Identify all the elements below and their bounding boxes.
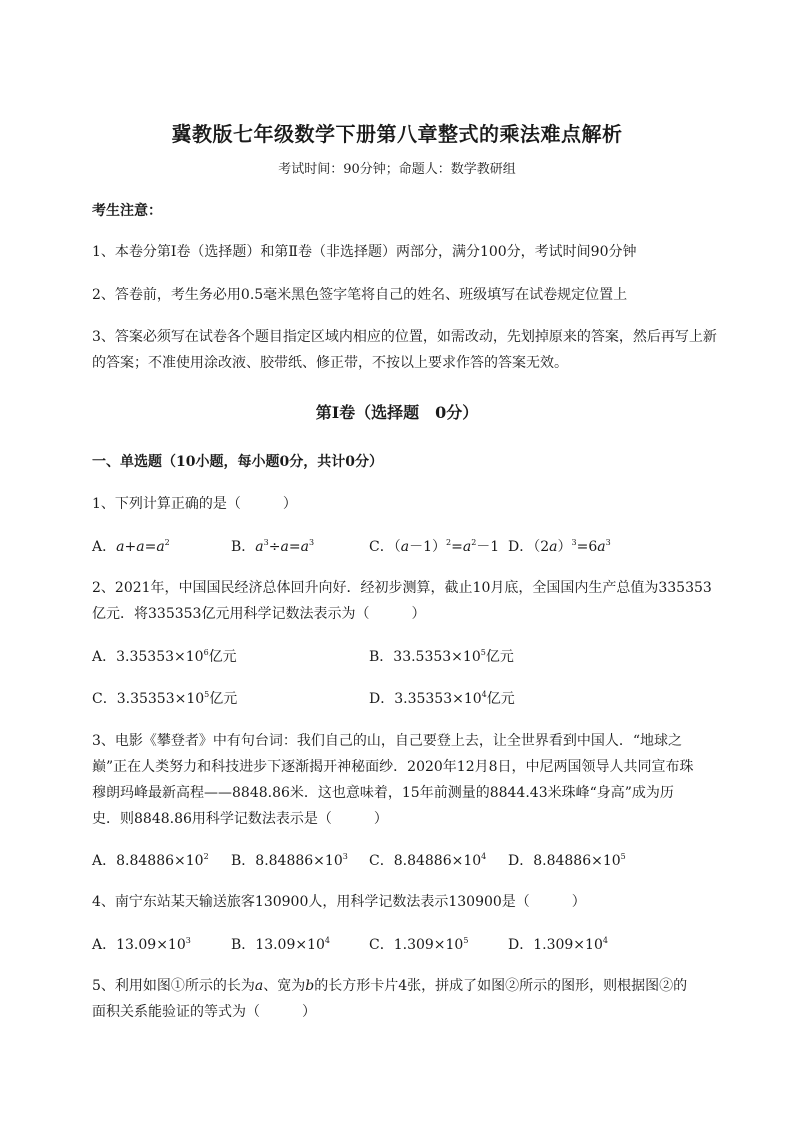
q4-option-b: B．$13.09\times 10^4$ [231, 936, 331, 953]
page-title: 冀教版七年级数学下册第八章整式的乘法难点解析 [171, 122, 623, 146]
q2-option-d: D．$3.35353\times 10^4$亿元 [369, 690, 515, 707]
q3-option-b: B．$8.84886\times 10^3$ [231, 852, 348, 869]
question-3-line-1: 3、电影《攀登者》中有句台词：我们自己的山，自己要登上去，让全世界看到中国人．“地球之 [92, 733, 683, 749]
question-4-stem: 4、南宁东站某天输送旅客130900人，用科学记数法表示130900是（ ） [92, 894, 586, 910]
q3-option-d: D．$8.84886\times 10^5$ [508, 852, 626, 869]
notice-item-1: 1、本卷分第Ⅰ卷（选择题）和第Ⅱ卷（非选择题）两部分，满分100分，考试时间90分钟 [92, 244, 637, 260]
notice-heading: 考生注意： [92, 203, 162, 219]
q4-option-d: D．$1.309\times 10^4$ [508, 936, 608, 953]
notice-item-3: 3、答案必须写在试卷各个题目指定区域内相应的位置，如需改动，先划掉原来的答案，然后再写上新 [92, 329, 717, 345]
exam-info: 考试时间：90分钟；命题人：数学教研组 [278, 162, 516, 177]
q2-option-b: B．$33.5353\times 10^5$亿元 [369, 648, 514, 665]
q1-option-b: B．$a^3\div a=a^3$ [231, 538, 315, 555]
q4-option-a: A．$13.09\times 10^3$ [92, 936, 191, 953]
question-1-stem: 1、下列计算正确的是（ ） [92, 496, 297, 512]
question-2-line-2: 亿元．将335353亿元用科学记数法表示为（ ） [92, 606, 426, 622]
question-5-line-2: 面积关系能验证的等式为（ ） [92, 1004, 316, 1020]
q1-option-d: D．$(2a)^3=6a^3$ [508, 538, 611, 555]
q3-option-a: A．$8.84886\times 10^2$ [92, 852, 209, 869]
question-3-line-2: 巅”正在人类努力和科技进步下逐渐揭开神秘面纱．2020年12月8日，中尼两国领导人共同宣布珠 [92, 759, 694, 775]
section-heading: 一、单选题（10小题，每小题0分，共计0分） [92, 454, 383, 470]
q3-option-c: C．$8.84886\times 10^4$ [369, 852, 487, 869]
q1-option-c: C．$(a-1)^2=a^2-1$ [369, 538, 500, 555]
notice-item-3-cont: 的答案；不准使用涂改液、胶带纸、修正带，不按以上要求作答的答案无效。 [92, 355, 568, 371]
question-5-line-1: 5、利用如图①所示的长为a、宽为b的长方形卡片4张，拼成了如图②所示的图形，则根据图②的 [92, 978, 688, 994]
q1-option-a: A．$a+a=a^2$ [92, 538, 170, 555]
q2-option-c: C．$3.35353\times 10^5$亿元 [92, 690, 238, 707]
section-title: 第Ⅰ卷（选择题 0分） [315, 403, 479, 422]
q4-option-c: C．$1.309\times 10^5$ [369, 936, 469, 953]
q2-option-a: A．$3.35353\times 10^6$亿元 [92, 648, 237, 665]
notice-item-2: 2、答卷前，考生务必用0.5毫米黑色签字笔将自己的姓名、班级填写在试卷规定位置上 [92, 287, 628, 303]
question-3-line-4: 史．则8848.86用科学记数法表示是（ ） [92, 811, 388, 827]
question-3-line-3: 穆朗玛峰最新高程——8848.86米．这也意味着，15年前测量的8844.43米珠峰“身高”成为历 [92, 785, 674, 801]
question-2-line-1: 2、2021年，中国国民经济总体回升向好．经初步测算，截止10月底，全国国内生产总值为335353 [92, 580, 712, 596]
